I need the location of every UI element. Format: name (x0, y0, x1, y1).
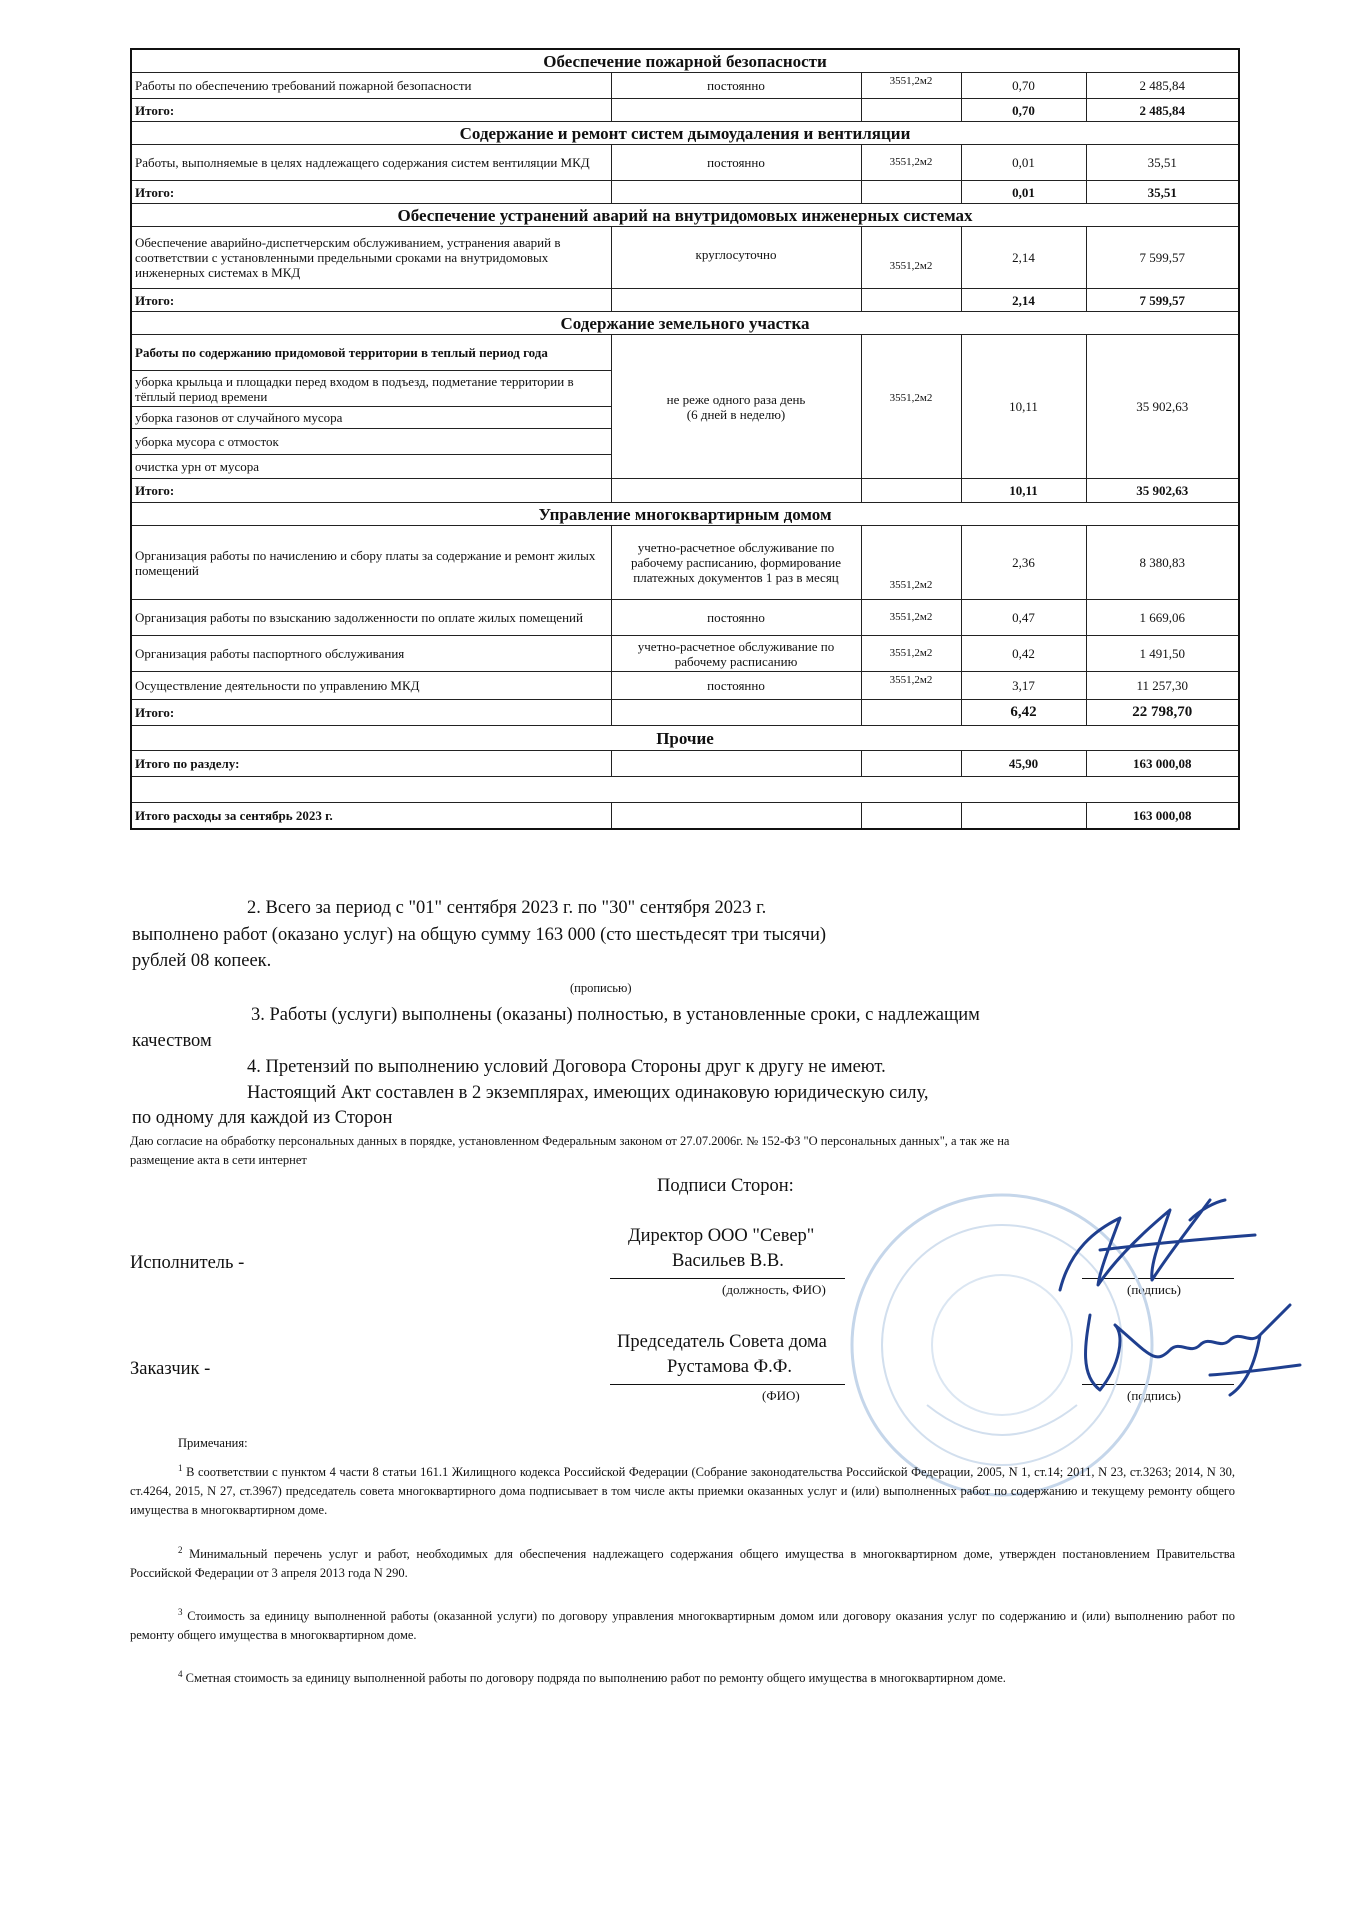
service-name: Организация работы паспортного обслуживания (131, 636, 611, 672)
table-row (131, 227, 1239, 289)
service-period (611, 335, 861, 479)
customer-sign-caption: (подпись) (1127, 1388, 1181, 1403)
paragraph-3-line-1: 3. Работы (услуги) выполнены (оказаны) полностью, в установленные сроки, с надлежащим (251, 1005, 980, 1025)
consent-line-1: Даю согласие на обработку персональных данных в порядке, установленном Федеральным законом от 27.07.2006г. № 152-ФЗ "О персональных данных", а так же на (130, 1134, 1010, 1148)
service-rate: 0,42 (961, 636, 1086, 672)
total-row (131, 289, 1239, 312)
total-label: Итого: (131, 181, 611, 204)
total-rate: 6,42 (961, 700, 1086, 726)
table-row (131, 672, 1239, 700)
land-item: уборка газонов от случайного мусора (131, 407, 611, 429)
service-rate: 2,14 (961, 227, 1086, 289)
service-rate: 3,17 (961, 672, 1086, 700)
service-name: Организация работы по начислению и сбору платы за содержание и ремонт жилых помещений (131, 526, 611, 600)
service-name: Обеспечение аварийно-диспетчерским обслуживанием, устранения аварий в соответствии с установленными предельными сроками на внутридомовых инженерных системах в МКД (131, 227, 611, 289)
paragraph-2-line-3: рублей 08 копеек. (132, 951, 272, 971)
service-period: постоянно (611, 73, 861, 99)
section-total-rate: 45,90 (961, 751, 1086, 777)
section-total-sum: 163 000,08 (1086, 751, 1239, 777)
consent-line-2: размещение акта в сети интернет (130, 1153, 307, 1167)
service-sum: 1 669,06 (1086, 600, 1239, 636)
section-total-row (131, 751, 1239, 777)
service-rate: 0,47 (961, 600, 1086, 636)
customer-caption: (ФИО) (762, 1388, 800, 1403)
section-header-row (131, 204, 1239, 227)
total-rate: 0,01 (961, 181, 1086, 204)
section-title-management: Управление многоквартирным домом (131, 503, 1239, 526)
note-4 (130, 1665, 1235, 1688)
customer-underline (610, 1384, 845, 1385)
table-row (131, 636, 1239, 672)
total-label: Итого: (131, 289, 611, 312)
paragraph-3-line-2: качеством (132, 1031, 212, 1051)
service-name: Работы, выполняемые в целях надлежащего содержания систем вентиляции МКД (131, 145, 611, 181)
total-row (131, 181, 1239, 204)
note-2-text: Минимальный перечень услуг и работ, необходимых для обеспечения надлежащего содержания общего имущества в многоквартирном доме, утвержден постановлением Правительства Российской Федерации от 3 апреля 2013 года N 290. (130, 1547, 1236, 1581)
service-period: учетно-расчетное обслуживание по рабочему расписанию (611, 636, 861, 672)
service-sum: 11 257,30 (1086, 672, 1239, 700)
executor-underline (610, 1278, 845, 1279)
service-name: Организация работы по взысканию задолженности по оплате жилых помещений (131, 600, 611, 636)
note-4-mark: 4 (178, 1669, 183, 1679)
section-title-ventilation: Содержание и ремонт систем дымоудаления и вентиляции (131, 122, 1239, 145)
service-area: 3551,2м2 (861, 526, 961, 600)
section-title-emergency: Обеспечение устранений аварий на внутридомовых инженерных системах (131, 204, 1239, 227)
service-area: 3551,2м2 (861, 73, 961, 99)
notes-title: Примечания: (178, 1436, 248, 1450)
customer-signature-icon (1060, 1295, 1310, 1405)
service-name: Осуществление деятельности по управлению МКД (131, 672, 611, 700)
section-header-row (131, 49, 1239, 73)
period-line: не реже одного раза день (666, 391, 806, 407)
executor-signature-icon (1040, 1190, 1270, 1300)
table-row (131, 73, 1239, 99)
service-rate: 10,11 (961, 335, 1086, 479)
service-rate: 0,70 (961, 73, 1086, 99)
section-title-other: Прочие (131, 726, 1239, 751)
note-1-text: В соответствии с пунктом 4 части 8 статьи 161.1 Жилищного кодекса Российской Федерации (Собрание законодательства Российской Федерации, 2005, N 1, ст.14; 2011, N 23, ст.3263; 2014, N 30, ст.4264, 2015, N 27, ст.3967) председатель совета многоквартирного дома подписывает в том числе акты приемки оказанных услуг и (или) выполненных работ по содержанию и текущему ремонту общего имущества в многоквартирном доме. (130, 1465, 1236, 1518)
note-4-text: Сметная стоимость за единицу выполненной работы по договору подряда по выполнению работ по ремонту общего имущества в многоквартирном доме. (185, 1671, 1006, 1686)
paragraph-5-line-2: по одному для каждой из Сторон (132, 1108, 393, 1128)
grand-total-sum: 163 000,08 (1086, 803, 1239, 829)
total-row (131, 479, 1239, 503)
service-sum: 35,51 (1086, 145, 1239, 181)
land-item: очистка урн от мусора (131, 455, 611, 479)
service-area: 3551,2м2 (861, 145, 961, 181)
table-row (131, 145, 1239, 181)
service-name: Работы по обеспечению требований пожарной безопасности (131, 73, 611, 99)
service-sum: 35 902,63 (1086, 335, 1239, 479)
total-rate: 2,14 (961, 289, 1086, 312)
total-rate: 0,70 (961, 99, 1086, 122)
total-label: Итого: (131, 479, 611, 503)
empty-row (131, 777, 1239, 803)
section-title-land: Содержание земельного участка (131, 312, 1239, 335)
section-header-row (131, 312, 1239, 335)
service-sum: 7 599,57 (1086, 227, 1239, 289)
service-sum: 1 491,50 (1086, 636, 1239, 672)
service-period: постоянно (611, 145, 861, 181)
paragraph-2-line-1: 2. Всего за период с "01" сентября 2023 г. по "30" сентября 2023 г. (247, 898, 767, 918)
service-area: 3551,2м2 (861, 335, 961, 479)
total-label: Итого: (131, 700, 611, 726)
customer-position: Председатель Совета дома (617, 1332, 827, 1352)
table-row (131, 526, 1239, 600)
service-period: учетно-расчетное обслуживание по рабочему расписанию, формирование платежных документов 1 раз в месяц (611, 526, 861, 600)
section-header-row (131, 503, 1239, 526)
section-header-row (131, 122, 1239, 145)
grand-total-label: Итого расходы за сентябрь 2023 г. (131, 803, 611, 829)
executor-caption: (должность, ФИО) (722, 1282, 826, 1297)
service-area: 3551,2м2 (861, 600, 961, 636)
section-title-fire: Обеспечение пожарной безопасности (131, 49, 1239, 73)
total-label: Итого: (131, 99, 611, 122)
services-table (130, 48, 1240, 830)
total-sum: 2 485,84 (1086, 99, 1239, 122)
service-period: постоянно (611, 672, 861, 700)
service-sum: 2 485,84 (1086, 73, 1239, 99)
table-row (131, 600, 1239, 636)
note-2 (130, 1541, 1235, 1583)
total-sum: 35 902,63 (1086, 479, 1239, 503)
land-item: уборка мусора с отмосток (131, 429, 611, 455)
paragraph-4: 4. Претензий по выполнению условий Договора Стороны друг к другу не имеют. (247, 1057, 886, 1077)
grand-total-row (131, 803, 1239, 829)
note-3-mark: 3 (178, 1607, 183, 1617)
customer-label: Заказчик - (130, 1359, 211, 1379)
propisyu-caption: (прописью) (570, 981, 632, 995)
service-sum: 8 380,83 (1086, 526, 1239, 600)
signatures-title: Подписи Сторон: (657, 1176, 794, 1196)
executor-name: Васильев В.В. (672, 1251, 784, 1271)
total-row (131, 99, 1239, 122)
section-total-label: Итого по разделу: (131, 751, 611, 777)
total-rate: 10,11 (961, 479, 1086, 503)
period-line: (6 дней в неделю) (686, 406, 786, 422)
note-2-mark: 2 (178, 1545, 183, 1555)
service-period: круглосуточно (611, 227, 861, 289)
note-1-mark: 1 (178, 1463, 183, 1473)
paragraph-5-line-1: Настоящий Акт составлен в 2 экземплярах, имеющих одинаковую юридическую силу, (247, 1083, 929, 1103)
service-rate: 0,01 (961, 145, 1086, 181)
service-area: 3551,2м2 (861, 672, 961, 700)
service-rate: 2,36 (961, 526, 1086, 600)
total-row (131, 700, 1239, 726)
executor-position: Директор ООО "Север" (628, 1226, 815, 1246)
service-period: постоянно (611, 600, 861, 636)
service-area: 3551,2м2 (861, 227, 961, 289)
executor-label: Исполнитель - (130, 1253, 245, 1273)
land-works-heading: Работы по содержанию придомовой территории в теплый период года (131, 335, 611, 371)
table-row (131, 335, 1239, 371)
section-header-row (131, 726, 1239, 751)
service-area: 3551,2м2 (861, 636, 961, 672)
note-3 (130, 1603, 1235, 1645)
note-1 (130, 1459, 1235, 1520)
total-sum: 35,51 (1086, 181, 1239, 204)
total-sum: 7 599,57 (1086, 289, 1239, 312)
customer-name: Рустамова Ф.Ф. (667, 1357, 793, 1377)
land-item: уборка крыльца и площадки перед входом в подъезд, подметание территории в тёплый период времени (131, 371, 611, 407)
executor-sign-caption: (подпись) (1127, 1282, 1181, 1297)
total-sum: 22 798,70 (1086, 700, 1239, 726)
paragraph-2-line-2: выполнено работ (оказано услуг) на общую сумму 163 000 (сто шестьдесят три тысячи) (132, 925, 827, 945)
note-3-text: Стоимость за единицу выполненной работы (оказанной услуги) по договору управления многоквартирным домом или договору оказания услуг по содержанию и (или) выполнению работ по ремонту общего имущества в многоквартирном доме. (130, 1609, 1235, 1643)
